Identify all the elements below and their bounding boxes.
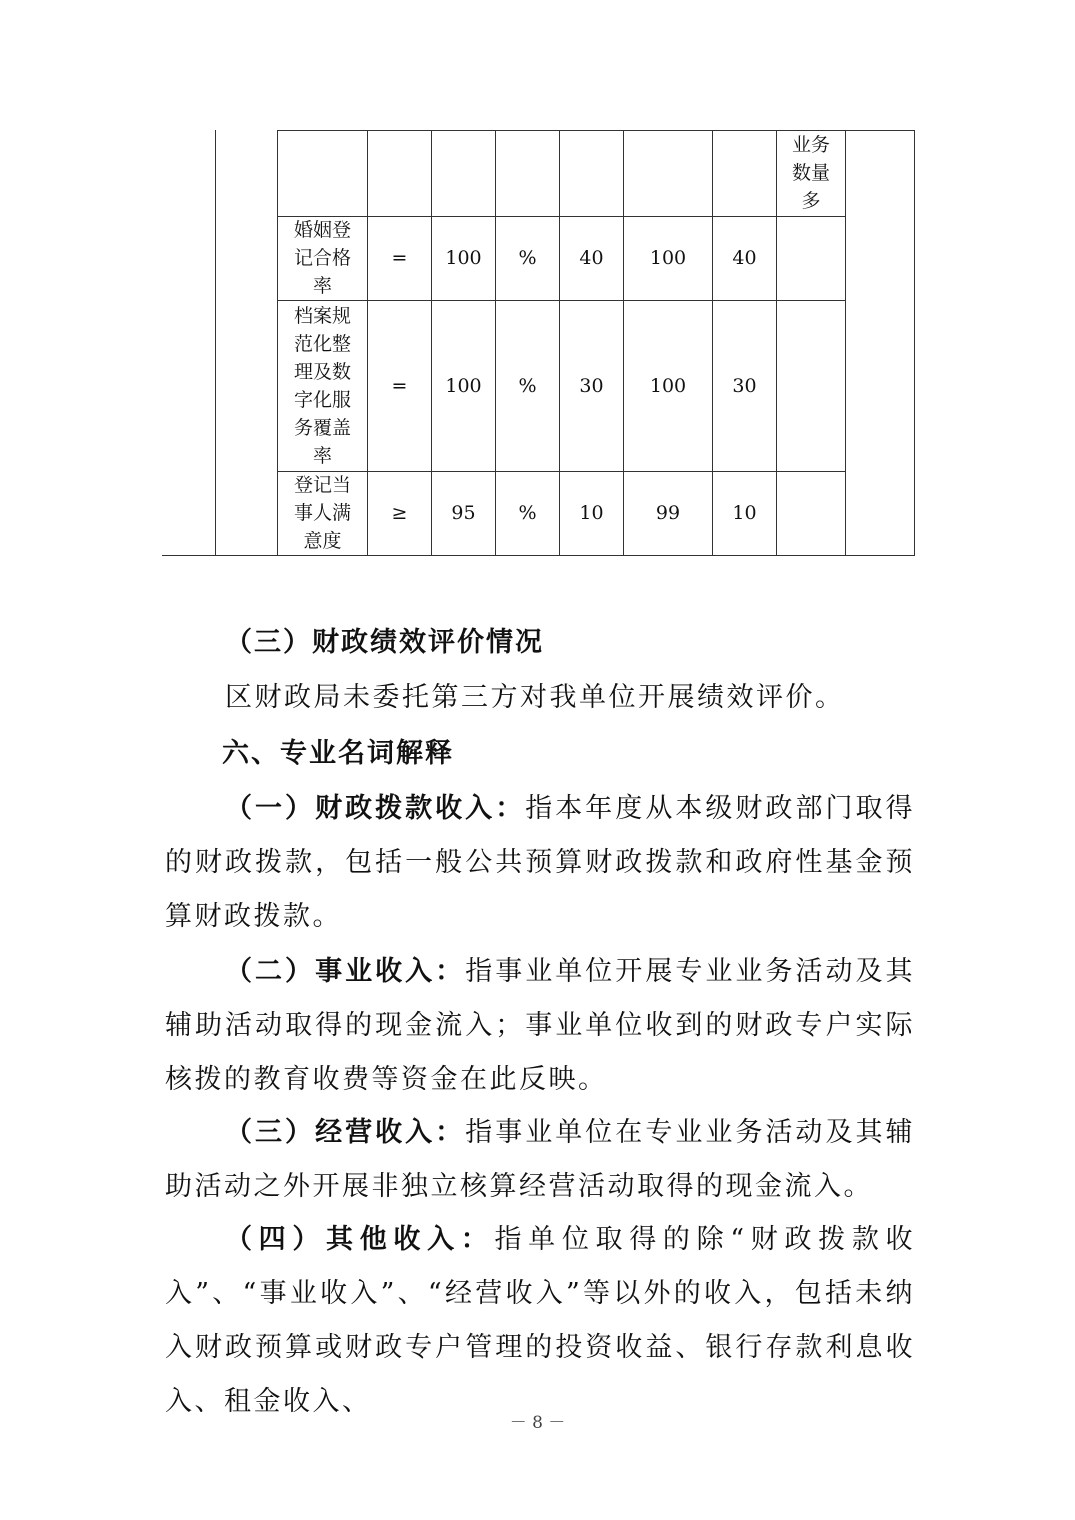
row3-weight: 10 — [579, 502, 604, 524]
term-2-label: （二）事业收入： — [225, 956, 466, 987]
performance-table — [162, 130, 915, 555]
row3-actual: 99 — [655, 502, 681, 524]
term-3-text: 指事业单位在专业业务活动及其辅助活动之外开展非独立核算经营活动取得的现金流入。 — [165, 1117, 916, 1202]
row2-indicator: 档案规范化整理及数字化服务覆盖率 — [293, 304, 351, 467]
row1-indicator: 婚姻登记合格率 — [293, 219, 351, 297]
row3-unit: % — [518, 502, 537, 524]
term-3 — [165, 1106, 915, 1214]
top-row-note-cell — [777, 130, 845, 216]
row3-indicator: 登记当事人满意度 — [293, 474, 351, 552]
col-line-right — [914, 130, 915, 555]
row1-indicator-cell — [278, 216, 367, 300]
row1-score: 40 — [732, 247, 757, 269]
term-1-label: （一）财政拨款收入： — [225, 793, 526, 824]
row1-unit: % — [518, 247, 537, 269]
term-3-label: （三）经营收入： — [225, 1117, 466, 1148]
row3-target: 95 — [451, 502, 476, 524]
term-2 — [165, 945, 915, 1107]
section-6-title: 六、专业名词解释 — [222, 738, 454, 769]
section-3-title: （三）财政绩效评价情况 — [225, 627, 544, 658]
row1-actual: 100 — [649, 247, 687, 269]
term-1 — [165, 782, 915, 944]
term-4-label: （四）其他收入： — [225, 1224, 495, 1255]
term-4 — [165, 1213, 915, 1429]
term-2-text: 指事业单位开展专业业务活动及其辅助活动取得的现金流入；事业单位收到的财政专户实际核拨的教育收费等资金在此反映。 — [165, 956, 916, 1095]
row3-operator: ≥ — [391, 502, 408, 524]
row3-indicator-cell — [278, 471, 367, 555]
section-3-text: 区财政局未委托第三方对我单位开展绩效评价。 — [225, 682, 845, 713]
row3-score: 10 — [732, 502, 757, 524]
row1-weight: 40 — [579, 247, 604, 269]
table-bottom-border — [162, 555, 915, 556]
col-line-10 — [845, 130, 846, 555]
row2-unit: % — [518, 374, 537, 397]
page-number: － 8 － — [509, 1413, 566, 1433]
row2-weight: 30 — [579, 374, 604, 397]
row2-target: 100 — [445, 374, 482, 397]
col-line-1 — [215, 130, 216, 555]
row2-operator: = — [391, 374, 408, 397]
row2-score: 30 — [732, 374, 757, 397]
row1-operator: = — [391, 247, 408, 269]
row2-indicator-cell — [278, 300, 367, 471]
row2-actual: 100 — [649, 374, 687, 397]
term-1-text: 指本年度从本级财政部门取得的财政拨款，包括一般公共预算财政拨款和政府性基金预算财政拨款。 — [165, 793, 916, 932]
term-4-text: 指单位取得的除“财政拨款收入”、“事业收入”、“经营收入”等以外的收入，包括未纳入财政预算或财政专户管理的投资收益、银行存款利息收入、租金收入、 — [165, 1224, 915, 1417]
top-row-note: 业务数量多 — [791, 134, 830, 212]
row1-target: 100 — [445, 247, 482, 269]
